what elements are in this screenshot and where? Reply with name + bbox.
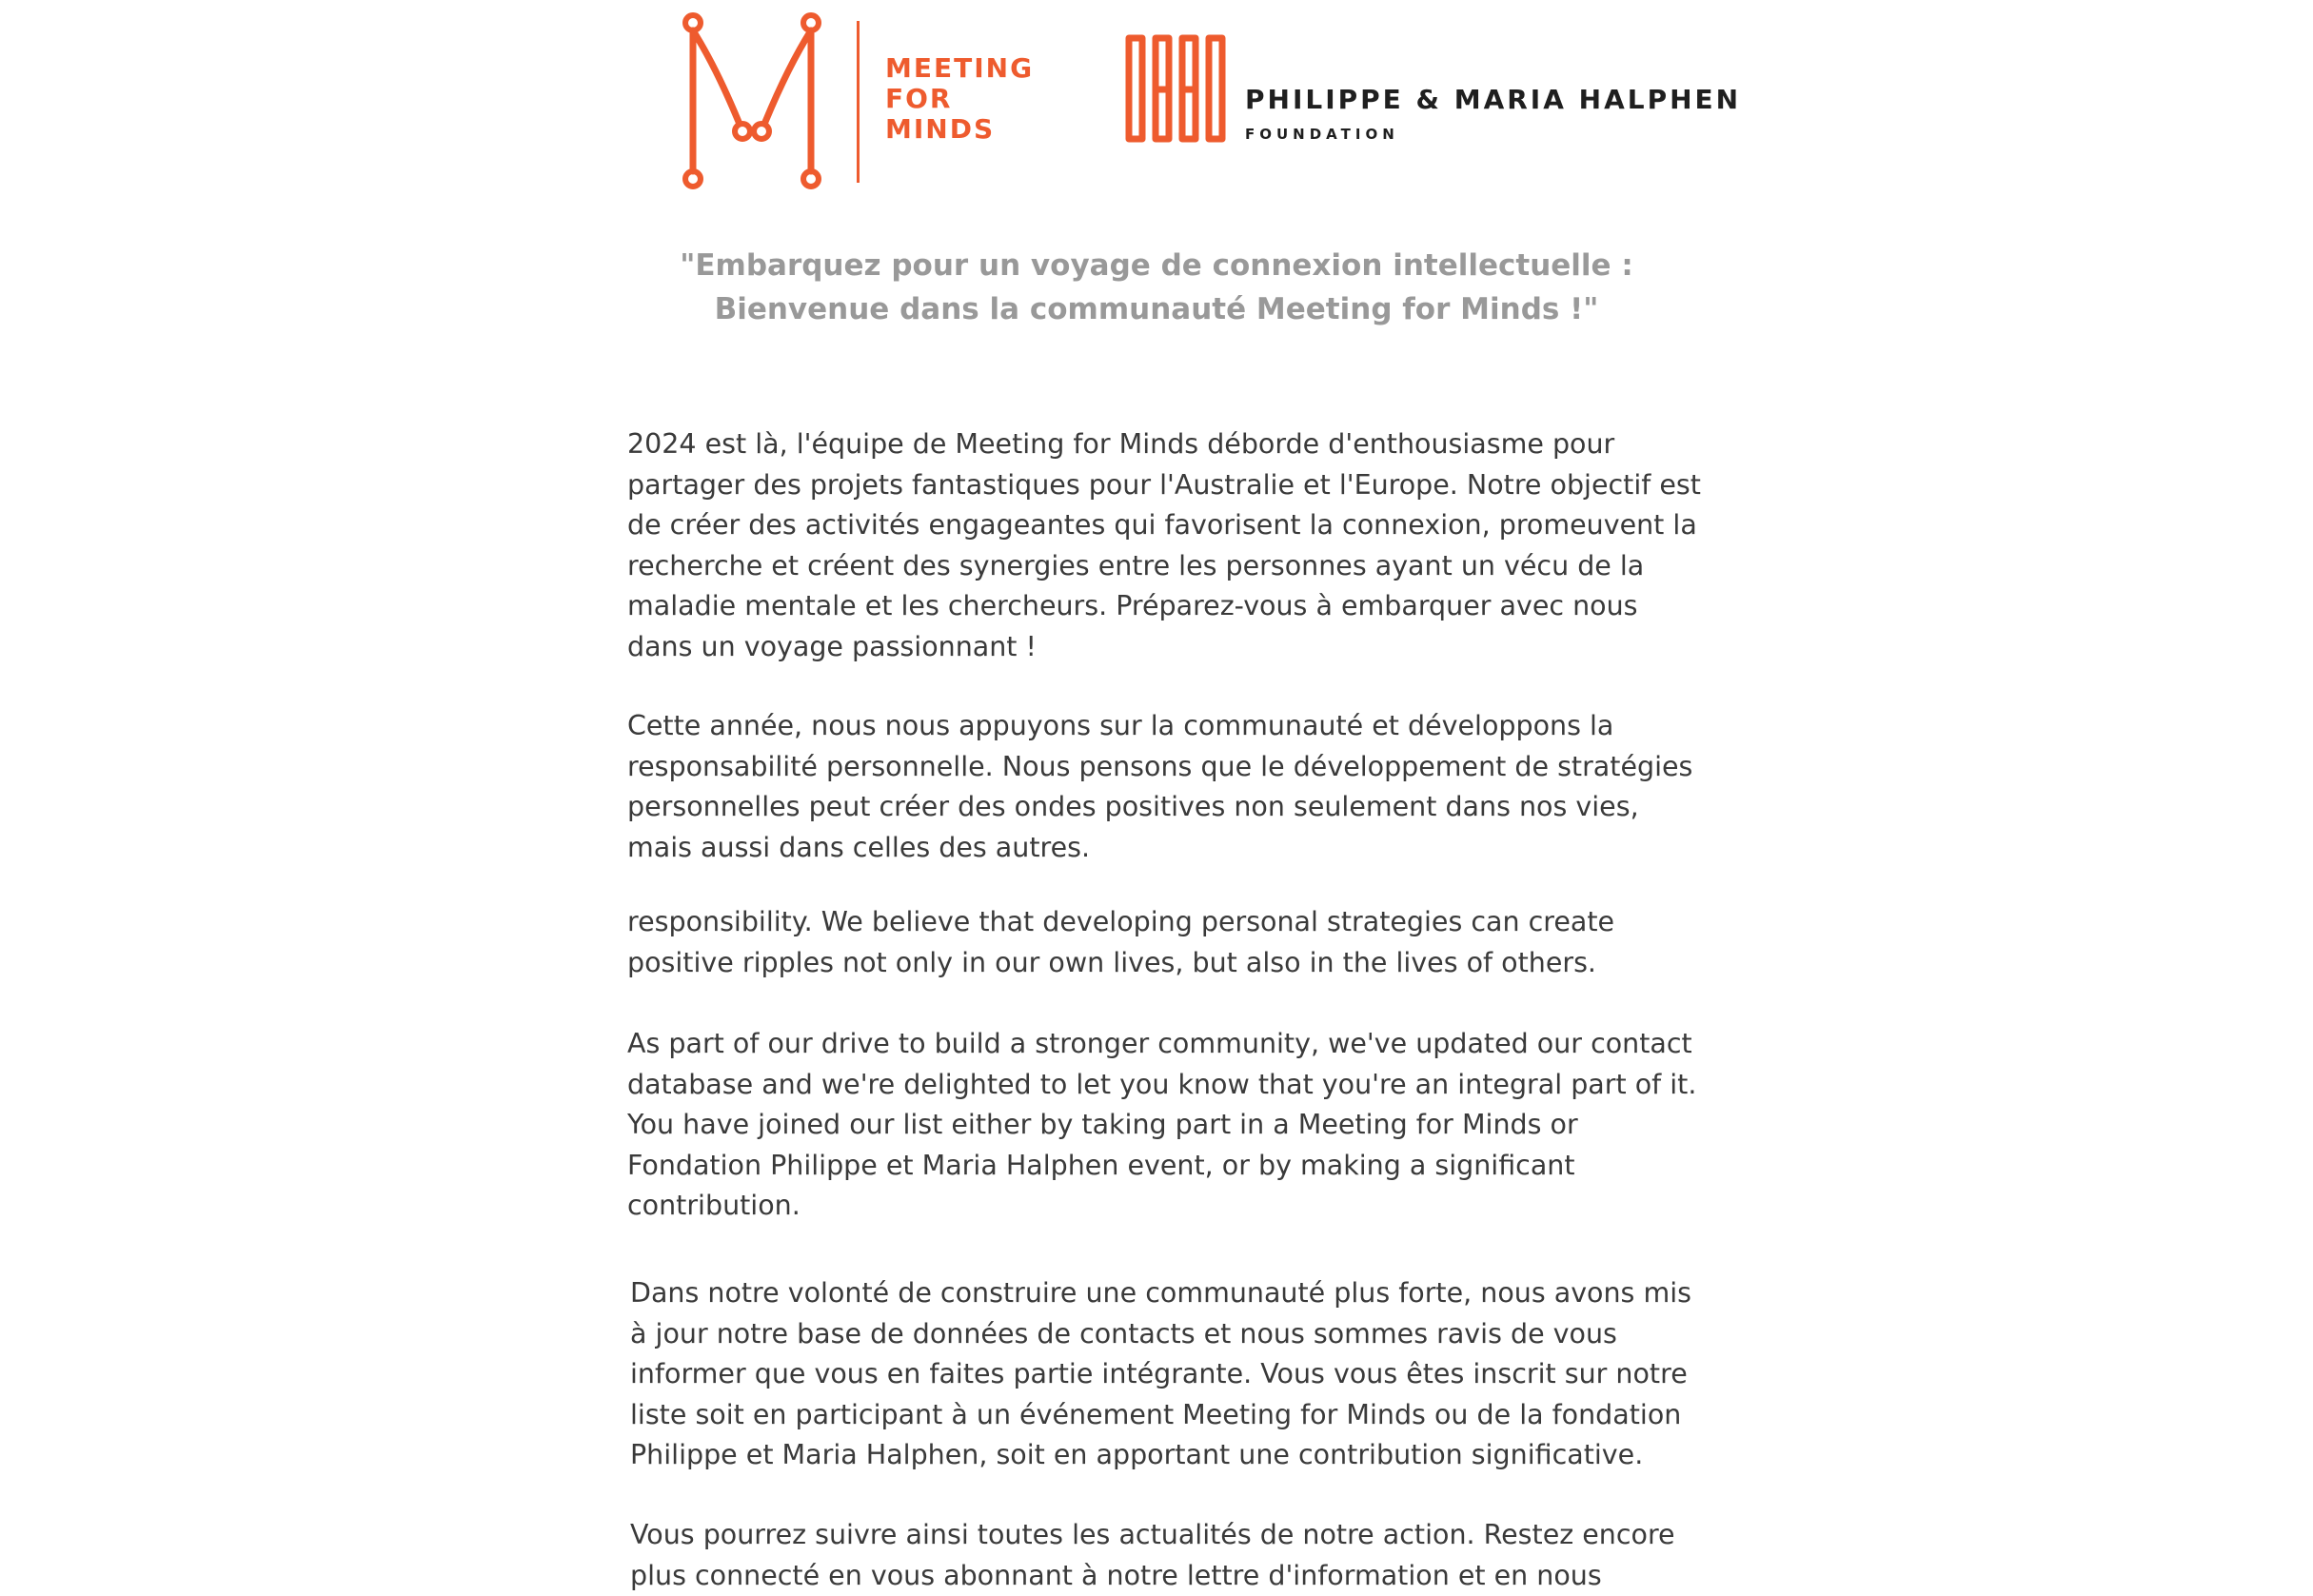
paragraph-line: You have joined our list either by taking part in a Meeting for Minds or <box>627 1105 1731 1146</box>
halphen-h-logo-icon <box>1123 32 1228 147</box>
paragraph-line: Cette année, nous nous appuyons sur la communauté et développons la <box>627 706 1731 747</box>
paragraph-line: mais aussi dans celles des autres. <box>627 828 1731 869</box>
paragraph-database-en <box>627 1024 1731 1227</box>
paragraph-line: recherche et créent des synergies entre les personnes ayant un vécu de la <box>627 546 1731 587</box>
paragraph-line: personnelles peut créer des ondes positives non seulement dans nos vies, <box>627 787 1731 828</box>
paragraph-intro <box>627 424 1731 667</box>
mfm-logo-line: FOR <box>885 84 1034 114</box>
paragraph-line: database and we're delighted to let you know that you're an integral part of it. <box>627 1065 1731 1106</box>
paragraph-line: responsabilité personnelle. Nous pensons que le développement de stratégies <box>627 747 1731 788</box>
paragraph-line: partager des projets fantastiques pour l'Australie et l'Europe. Notre objectif est <box>627 465 1731 506</box>
paragraph-line: responsibility. We believe that developing personal strategies can create <box>627 902 1731 943</box>
paragraph-line: Fondation Philippe et Maria Halphen event, or by making a significant <box>627 1146 1731 1187</box>
paragraph-line: de créer des activités engageantes qui favorisent la connexion, promeuvent la <box>627 505 1731 546</box>
paragraph-line: 2024 est là, l'équipe de Meeting for Minds déborde d'enthousiasme pour <box>627 424 1731 465</box>
mfm-logo-line: MINDS <box>885 114 1034 145</box>
paragraph-newsletter-fr <box>630 1515 1734 1596</box>
paragraph-line: dans un voyage passionnant ! <box>627 627 1731 668</box>
paragraph-database-fr <box>630 1273 1734 1476</box>
paragraph-line: As part of our drive to build a stronger community, we've updated our contact <box>627 1024 1731 1065</box>
paragraph-line: Dans notre volonté de construire une communauté plus forte, nous avons mis <box>630 1273 1734 1314</box>
halphen-foundation-logo[interactable] <box>1123 32 1713 156</box>
paragraph-line: liste soit en participant à un événement Meeting for Minds ou de la fondation <box>630 1395 1734 1436</box>
mfm-logo-line: MEETING <box>885 53 1034 84</box>
tagline-line: "Embarquez pour un voyage de connexion intellectuelle : <box>0 244 2313 287</box>
tagline <box>0 244 2313 331</box>
halphen-logo-name: PHILIPPE & MARIA HALPHEN <box>1245 84 1741 115</box>
paragraph-line: positive ripples not only in our own lives, but also in the lives of others. <box>627 943 1731 984</box>
logo-divider <box>857 21 860 183</box>
paragraph-line: Philippe et Maria Halphen, soit en apportant une contribution significative. <box>630 1435 1734 1476</box>
mfm-m-logo-icon <box>678 10 830 190</box>
mfm-logo-text <box>885 53 1034 145</box>
paragraph-line: informer que vous en faites partie intégrante. Vous vous êtes inscrit sur notre <box>630 1354 1734 1395</box>
paragraph-line: à jour notre base de données de contacts et nous sommes ravis de vous <box>630 1314 1734 1355</box>
meeting-for-minds-logo[interactable] <box>678 10 1039 190</box>
paragraph-line: maladie mentale et les chercheurs. Préparez-vous à embarquer avec nous <box>627 586 1731 627</box>
halphen-logo-subtitle: FOUNDATION <box>1245 126 1399 143</box>
paragraph-responsibility-en <box>627 902 1731 983</box>
paragraph-line: plus connecté en vous abonnant à notre lettre d'information et en nous <box>630 1556 1734 1596</box>
tagline-line: Bienvenue dans la communauté Meeting for Minds !" <box>0 287 2313 331</box>
paragraph-community-fr <box>627 706 1731 868</box>
paragraph-line: contribution. <box>627 1186 1731 1227</box>
paragraph-line: Vous pourrez suivre ainsi toutes les actualités de notre action. Restez encore <box>630 1515 1734 1556</box>
